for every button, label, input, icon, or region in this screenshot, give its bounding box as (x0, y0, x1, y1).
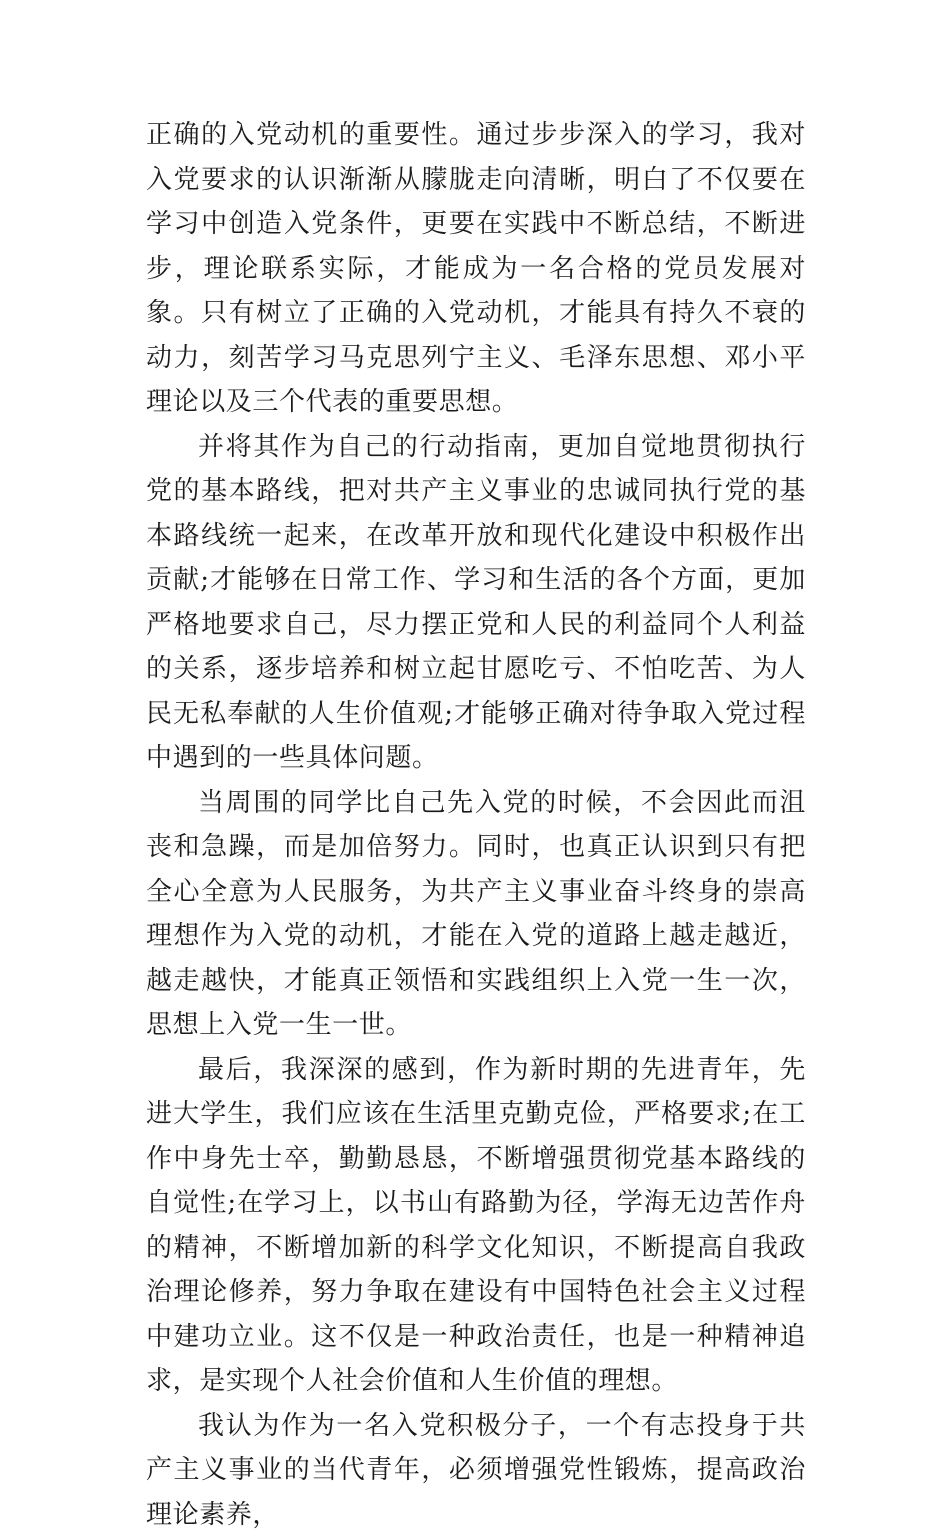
paragraph-2: 并将其作为自己的行动指南，更加自觉地贯彻执行党的基本路线，把对共产主义事业的忠诚同执行党的基本路线统一起来，在改革开放和现代化建设中积极作出贡献;才能够在日常工作、学习和生活的各个方面，更加严格地要求自己，尽力摆正党和人民的利益同个人利益的关系，逐步培养和树立起甘愿吃亏、不怕吃苦、为人民无私奉献的人生价值观;才能够正确对待争取入党过程中遇到的一些具体问题。 (146, 425, 806, 781)
paragraph-3: 当周围的同学比自己先入党的时候，不会因此而沮丧和急躁，而是加倍努力。同时，也真正认识到只有把全心全意为人民服务，为共产主义事业奋斗终身的崇高理想作为入党的动机，才能在入党的道路上越走越近，越走越快，才能真正领悟和实践组织上入党一生一次，思想上入党一生一世。 (146, 781, 806, 1048)
paragraph-4: 最后，我深深的感到，作为新时期的先进青年，先进大学生，我们应该在生活里克勤克俭，严格要求;在工作中身先士卒，勤勤恳恳，不断增强贯彻党基本路线的自觉性;在学习上，以书山有路勤为径，学海无边苦作舟的精神，不断增加新的科学文化知识，不断提高自我政治理论修养，努力争取在建设有中国特色社会主义过程中建功立业。这不仅是一种政治责任，也是一种精神追求，是实现个人社会价值和人生价值的理想。 (146, 1048, 806, 1404)
paragraph-1: 正确的入党动机的重要性。通过步步深入的学习，我对入党要求的认识渐渐从朦胧走向清晰，明白了不仅要在学习中创造入党条件，更要在实践中不断总结，不断进步，理论联系实际，才能成为一名合格的党员发展对象。只有树立了正确的入党动机，才能具有持久不衰的动力，刻苦学习马克思列宁主义、毛泽东思想、邓小平理论以及三个代表的重要思想。 (146, 113, 806, 425)
paragraph-5: 我认为作为一名入党积极分子，一个有志投身于共产主义事业的当代青年，必须增强党性锻炼，提高政治理论素养， (146, 1404, 806, 1537)
document-body (146, 113, 806, 1537)
